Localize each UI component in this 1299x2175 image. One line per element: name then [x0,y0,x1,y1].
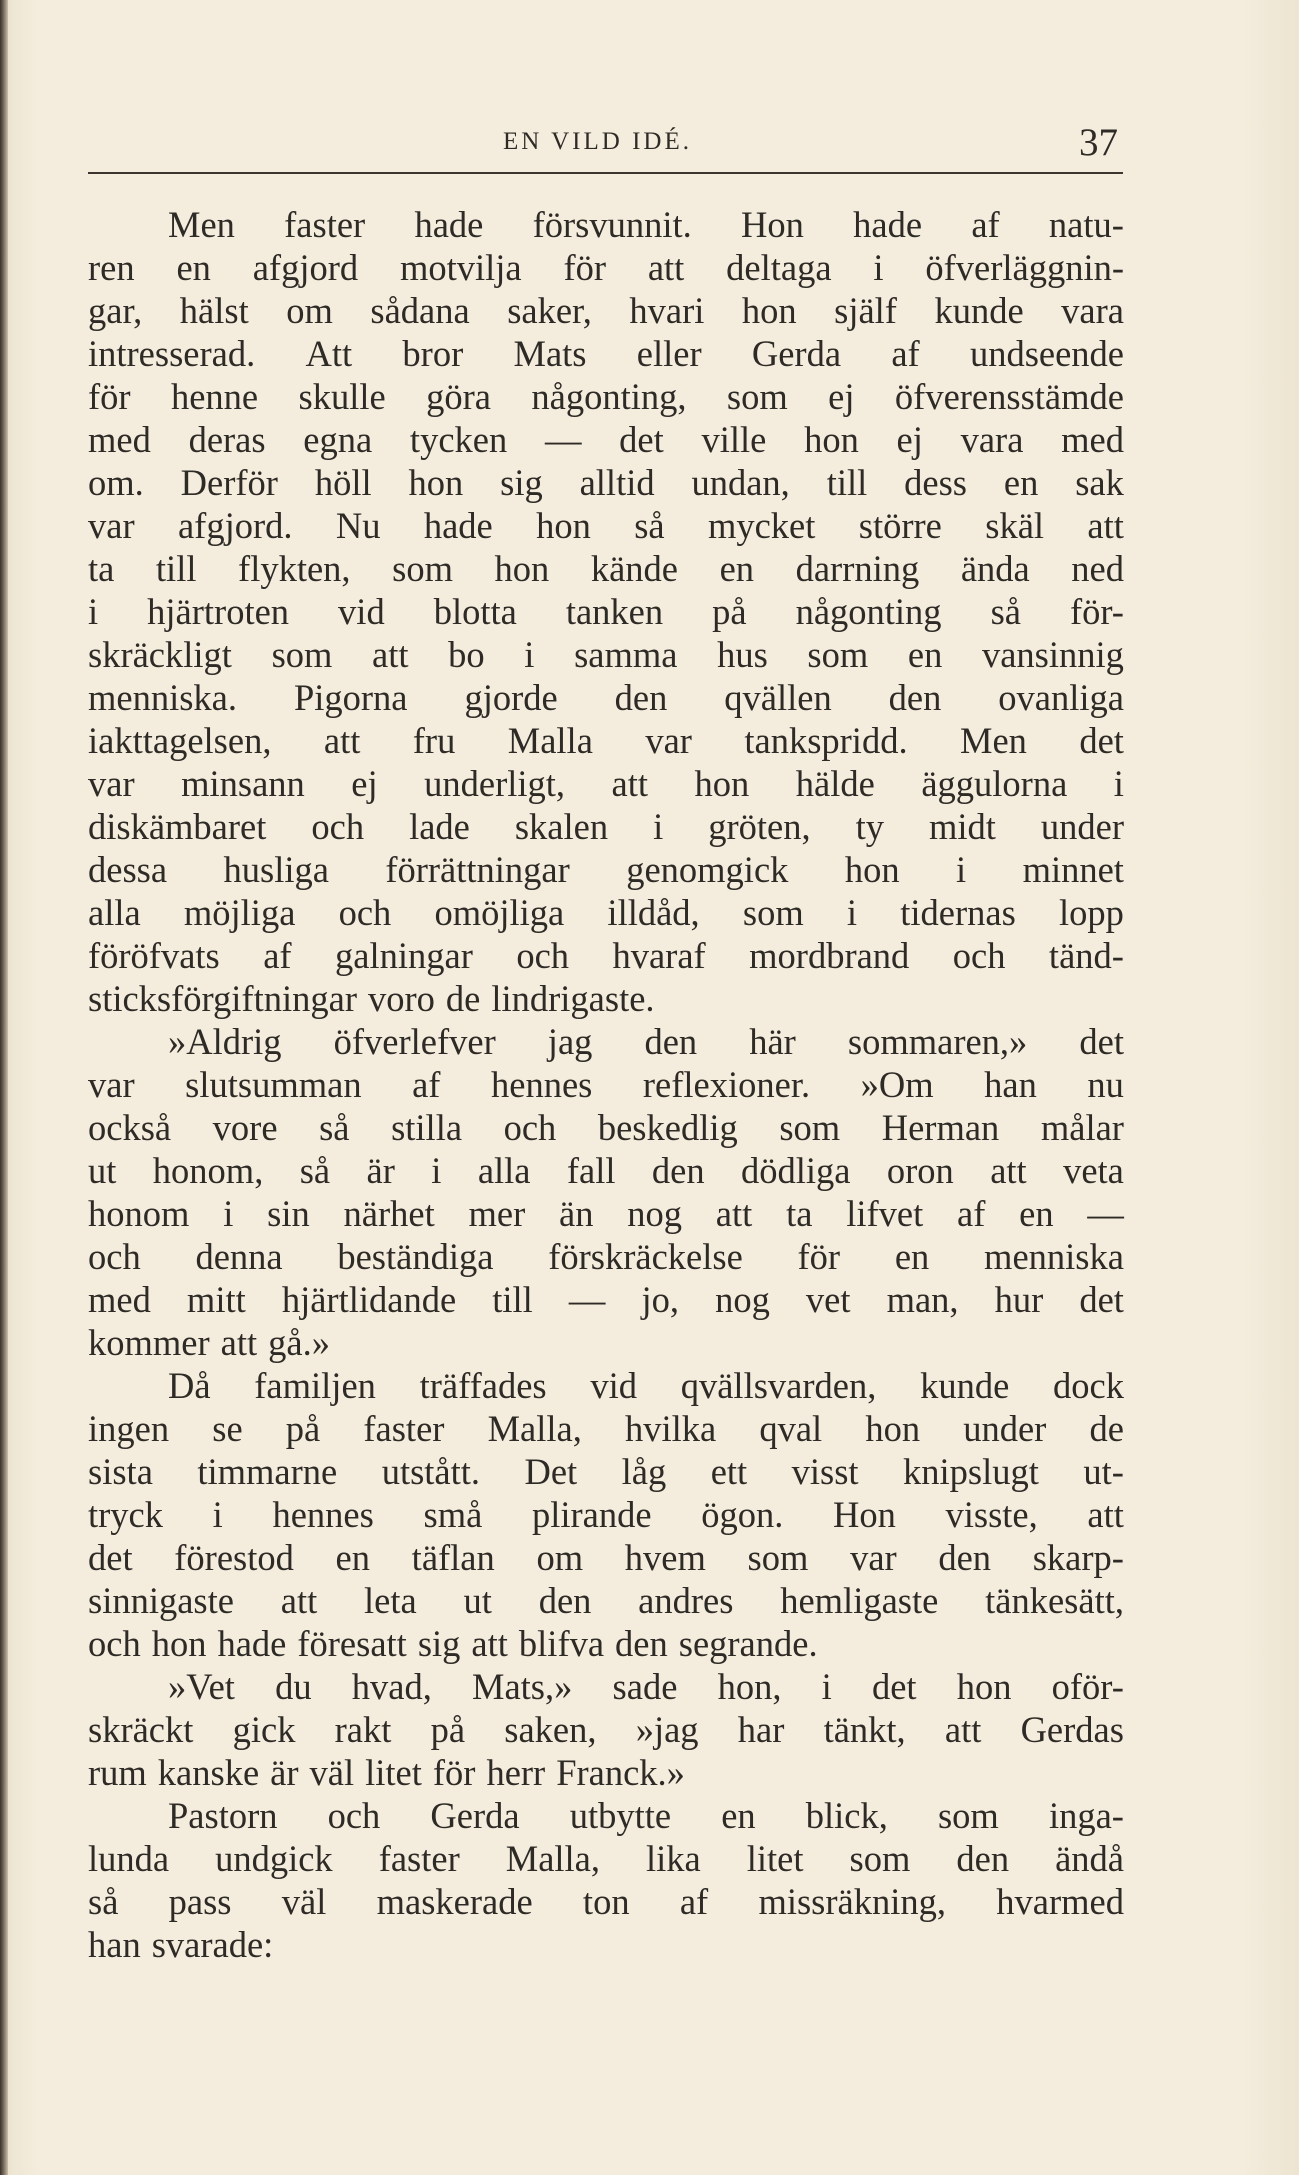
page-header [88,121,1123,174]
text-line: var minsann ej underligt, att hon hälde äggulorna i [88,763,1124,804]
text-line: gar, hälst om sådana saker, hvari hon själf kunde vara [88,290,1124,331]
text-line: också vore så stilla och beskedlig som Herman målar [88,1107,1124,1148]
text-line: så pass väl maskerade ton af missräkning, hvarmed [88,1881,1124,1922]
text-line: om. Derför höll hon sig alltid undan, till dess en sak [88,462,1124,503]
text-line: med mitt hjärtlidande till — jo, nog vet man, hur det [88,1279,1124,1320]
text-line: och hon hade föresatt sig att blifva den segrande. [88,1623,818,1664]
text-line: ingen se på faster Malla, hvilka qval hon under de [88,1408,1124,1449]
page-number: 37 [1079,121,1118,164]
text-line: diskämbaret och lade skalen i gröten, ty midt under [88,806,1124,847]
text-line: ut honom, så är i alla fall den dödliga oron att veta [88,1150,1124,1191]
text-line: menniska. Pigorna gjorde den qvällen den ovanliga [88,677,1124,718]
text-line: ta till flykten, som hon kände en darrning ända ned [88,548,1124,589]
text-line: Pastorn och Gerda utbytte en blick, som inga- [168,1795,1124,1836]
text-line: ren en afgjord motvilja för att deltaga i öfverläggnin- [88,247,1124,288]
text-line: dessa husliga förrättningar genomgick hon i minnet [88,849,1124,890]
binding-edge [0,0,8,2175]
running-title: EN VILD IDÉ. [503,128,692,155]
text-line: kommer att gå.» [88,1322,330,1363]
text-line: sticksförgiftningar voro de lindrigaste. [88,978,655,1019]
text-line: lunda undgick faster Malla, lika litet som den ändå [88,1838,1124,1879]
text-line: skräckt gick rakt på saken, »jag har tänkt, att Gerdas [88,1709,1124,1750]
text-line: honom i sin närhet mer än nog att ta lifvet af en — [88,1193,1124,1234]
text-line: alla möjliga och omöjliga illdåd, som i tidernas lopp [88,892,1124,933]
text-line: skräckligt som att bo i samma hus som en vansinnig [88,634,1124,675]
text-line: han svarade: [88,1924,274,1965]
text-line: för henne skulle göra någonting, som ej öfverensstämde [88,376,1124,417]
text-line: »Aldrig öfverlefver jag den här sommaren,» det [168,1021,1124,1062]
text-line: sinnigaste att leta ut den andres hemligaste tänkesätt, [88,1580,1124,1621]
text-line: rum kanske är väl litet för herr Franck.» [88,1752,685,1793]
text-line: »Vet du hvad, Mats,» sade hon, i det hon oför- [168,1666,1124,1707]
text-line: Men faster hade försvunnit. Hon hade af natu- [168,204,1124,245]
text-line: det förestod en täflan om hvem som var den skarp- [88,1537,1124,1578]
text-line: och denna beständiga förskräckelse för en menniska [88,1236,1124,1277]
text-line: i hjärtroten vid blotta tanken på någonting så för- [88,591,1124,632]
text-line: tryck i hennes små plirande ögon. Hon visste, att [88,1494,1124,1535]
body-text [88,203,1124,1966]
text-line: Då familjen träffades vid qvällsvarden, kunde dock [168,1365,1124,1406]
text-line: med deras egna tycken — det ville hon ej vara med [88,419,1124,460]
header-rule [88,172,1123,174]
text-line: iakttagelsen, att fru Malla var tankspridd. Men det [88,720,1124,761]
text-line: intresserad. Att bror Mats eller Gerda af undseende [88,333,1124,374]
text-line: sista timmarne utstått. Det låg ett visst knipslugt ut- [88,1451,1124,1492]
text-line: föröfvats af galningar och hvaraf mordbrand och tänd- [88,935,1124,976]
text-line: var slutsumman af hennes reflexioner. »Om han nu [88,1064,1124,1105]
text-line: var afgjord. Nu hade hon så mycket större skäl att [88,505,1124,546]
